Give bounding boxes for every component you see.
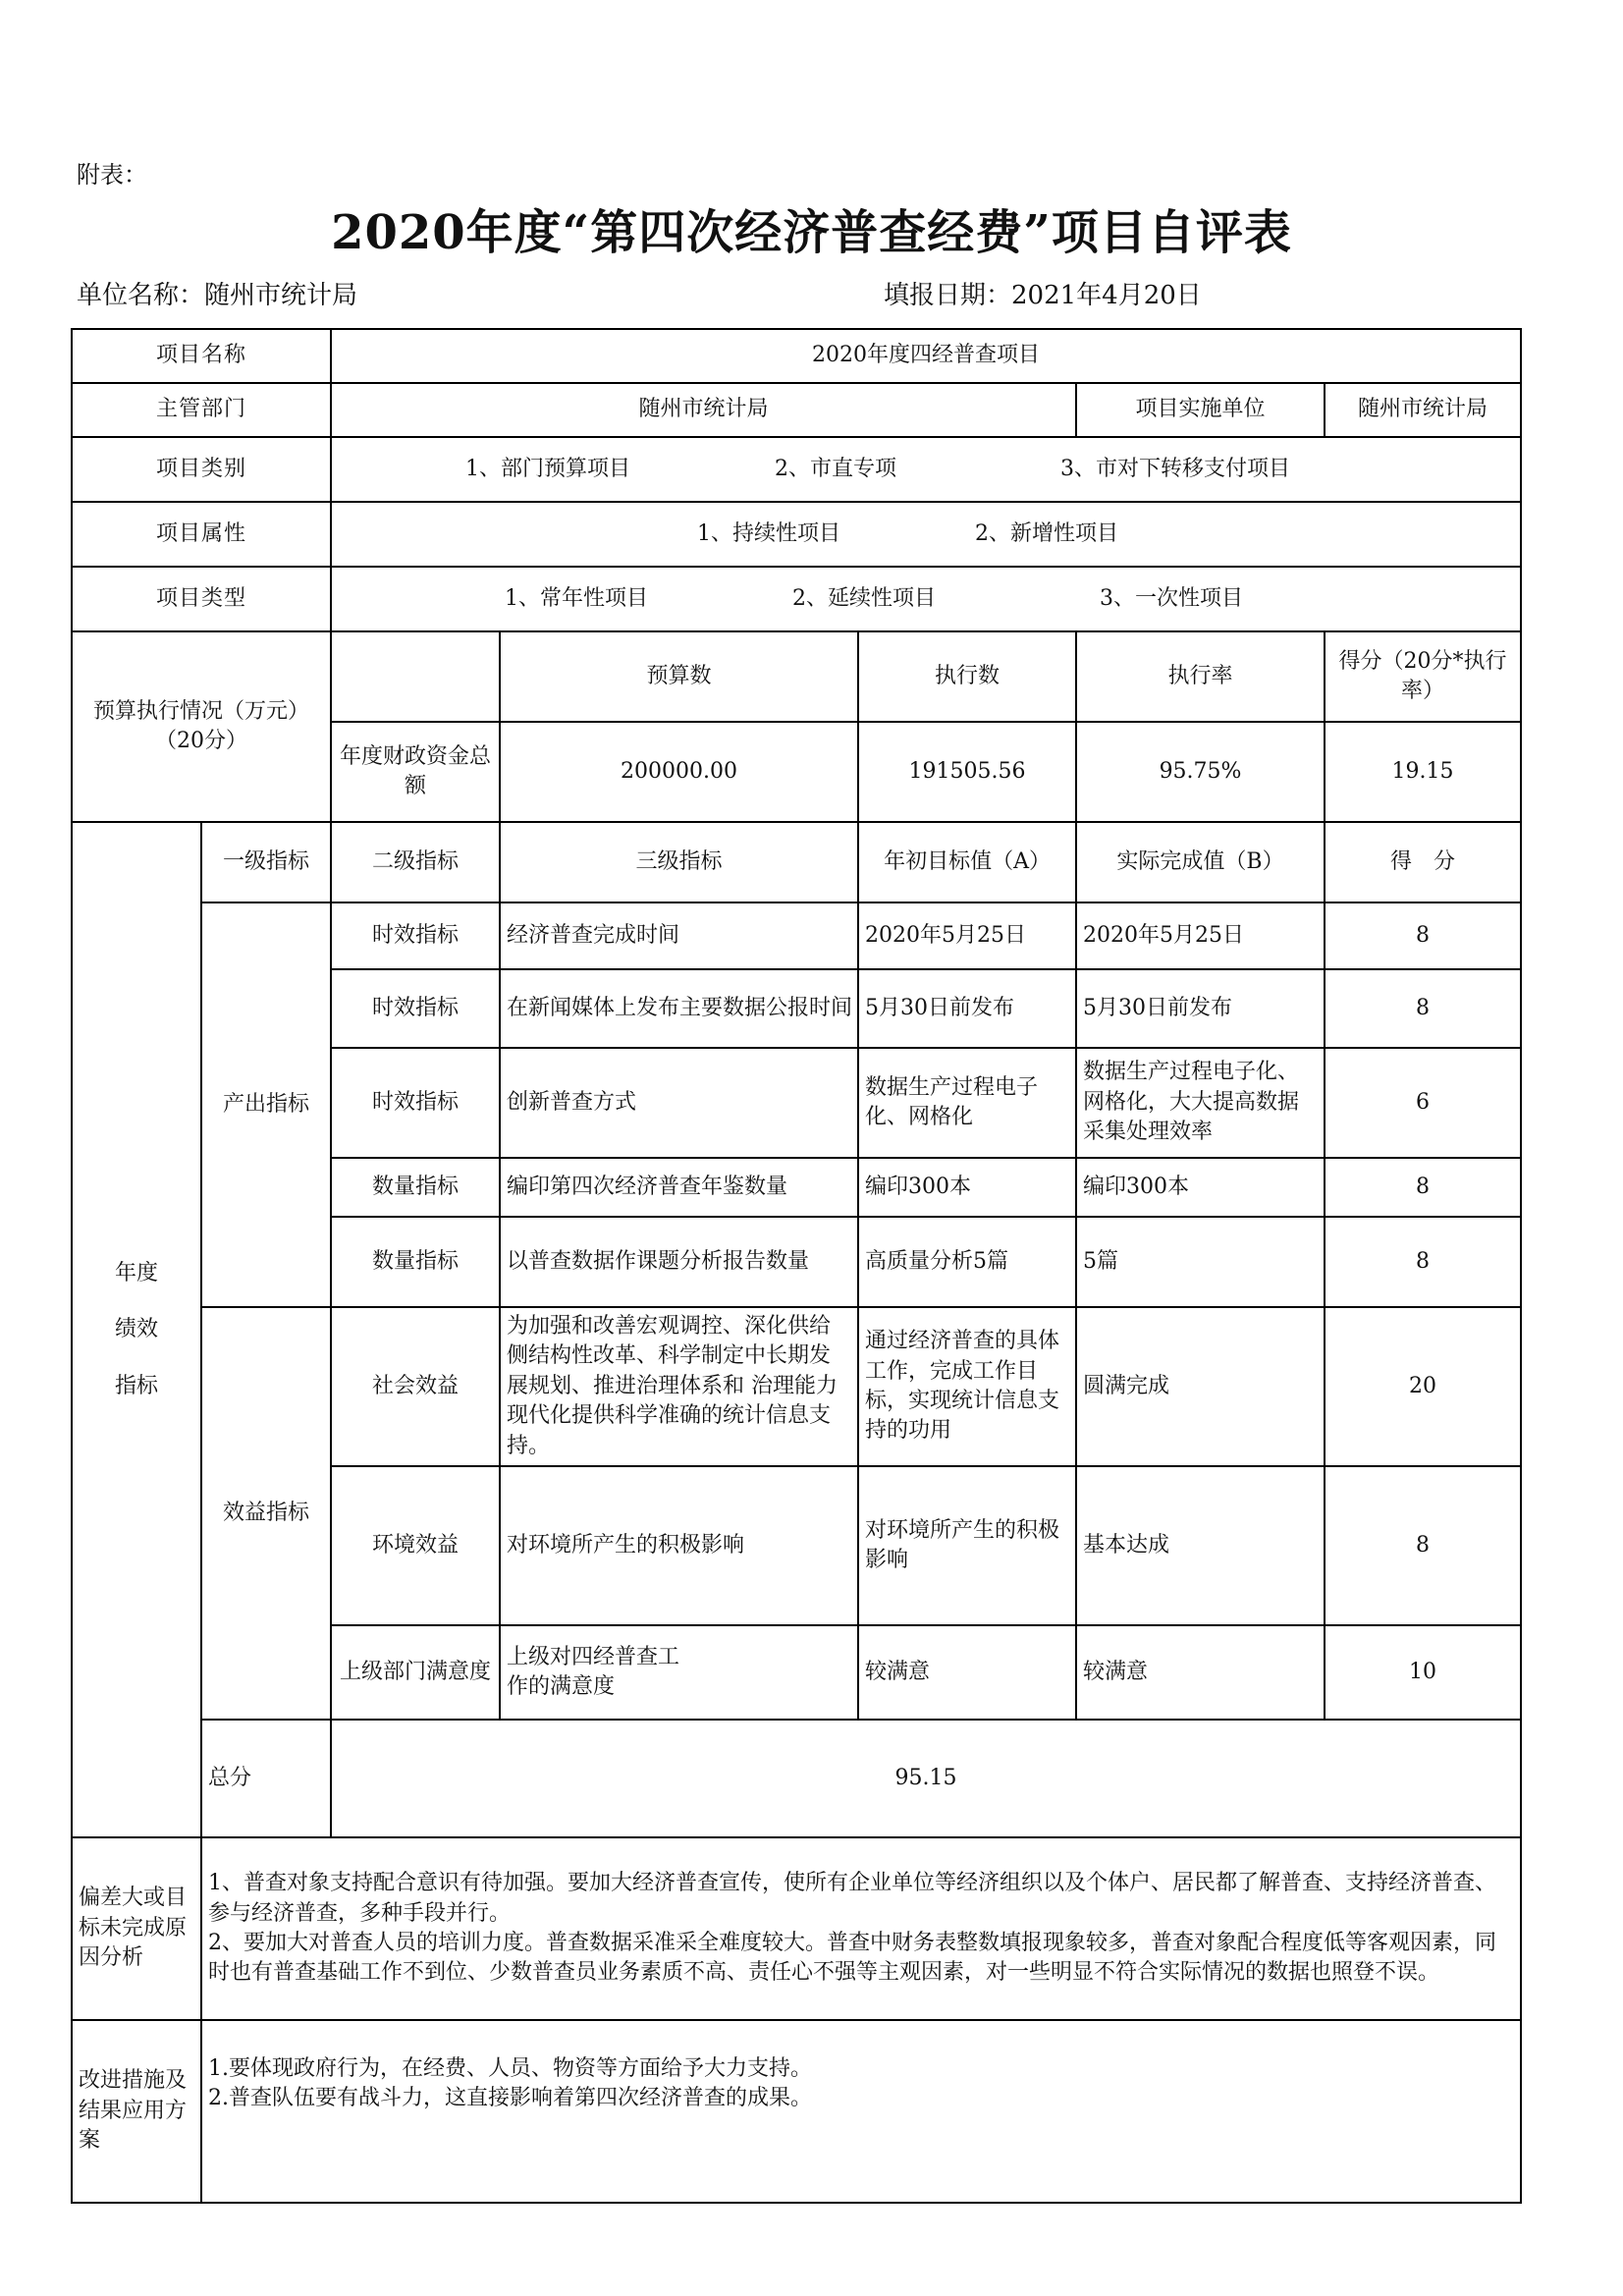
group-name: 产出指标	[201, 902, 331, 1307]
row-department	[72, 383, 1521, 437]
budget-value: 95.75%	[1076, 722, 1325, 822]
budget-header: 执行数	[858, 631, 1076, 722]
budget-header: 得分（20分*执行率）	[1325, 631, 1521, 722]
level3-cell: 经济普查完成时间	[500, 902, 858, 969]
budget-value: 19.15	[1325, 722, 1521, 822]
level3-cell: 创新普查方式	[500, 1048, 858, 1158]
level2-cell: 社会效益	[331, 1307, 500, 1466]
level2-cell: 环境效益	[331, 1466, 500, 1625]
budget-blank-cell	[331, 631, 500, 722]
improvement-label: 改进措施及结果应用方案	[72, 2020, 201, 2203]
category-options	[331, 437, 1521, 502]
type-options	[331, 567, 1521, 631]
table-row	[72, 1307, 1521, 1466]
level3-cell: 编印第四次经济普查年鉴数量	[500, 1158, 858, 1217]
fill-date: 填报日期：2021年4月20日	[884, 281, 1202, 310]
type-option: 2、延续性项目	[792, 585, 937, 611]
budget-header: 预算数	[500, 631, 858, 722]
category-option: 2、市直专项	[775, 456, 897, 481]
perf-header: 得 分	[1325, 822, 1521, 902]
target-cell: 编印300本	[858, 1158, 1076, 1217]
attachment-label: 附表：	[77, 161, 147, 189]
actual-cell: 基本达成	[1076, 1466, 1325, 1625]
table-row	[72, 902, 1521, 969]
impl-unit-label: 项目实施单位	[1076, 383, 1325, 437]
attribute-options	[331, 502, 1521, 567]
budget-header: 执行率	[1076, 631, 1325, 722]
type-option: 3、一次性项目	[1100, 585, 1244, 611]
type-label: 项目类型	[72, 567, 331, 631]
budget-value: 191505.56	[858, 722, 1076, 822]
score-cell: 10	[1325, 1625, 1521, 1720]
improvement-line: 2.普查队伍要有战斗力，这直接影响着第四次经济普查的成果。	[208, 2086, 812, 2111]
level3-cell: 对环境所产生的积极影响	[500, 1466, 858, 1625]
row-total	[72, 1720, 1521, 1837]
budget-row-label: 年度财政资金总额	[331, 722, 500, 822]
level3-cell: 在新闻媒体上发布主要数据公报时间	[500, 969, 858, 1048]
score-cell: 8	[1325, 969, 1521, 1048]
score-cell: 8	[1325, 902, 1521, 969]
attribute-label: 项目属性	[72, 502, 331, 567]
actual-cell: 5月30日前发布	[1076, 969, 1325, 1048]
actual-cell: 2020年5月25日	[1076, 902, 1325, 969]
attribute-option: 1、持续性项目	[697, 520, 841, 546]
level3-cell: 为加强和改善宏观调控、深化供给侧结构性改革、科学制定中长期发展规划、推进治理体系和 治理能力现代化提供科学准确的统计信息支持。	[500, 1307, 858, 1466]
category-label: 项目类别	[72, 437, 331, 502]
type-option: 1、常年性项目	[505, 585, 649, 611]
project-name-value: 2020年度四经普查项目	[331, 329, 1521, 383]
row-attribute	[72, 502, 1521, 567]
perf-header: 二级指标	[331, 822, 500, 902]
budget-value: 200000.00	[500, 722, 858, 822]
level2-cell: 数量指标	[331, 1158, 500, 1217]
level3-cell: 上级对四经普查工作的满意度	[500, 1625, 858, 1720]
row-deviation	[72, 1837, 1521, 2020]
improvement-content	[201, 2020, 1521, 2203]
level2-cell: 上级部门满意度	[331, 1625, 500, 1720]
row-improvement	[72, 2020, 1521, 2203]
target-cell: 高质量分析5篇	[858, 1217, 1076, 1307]
budget-label: 预算执行情况（万元）（20分）	[72, 631, 331, 822]
category-option: 1、部门预算项目	[465, 456, 631, 481]
improvement-line: 1.要体现政府行为，在经费、人员、物资等方面给予大力支持。	[208, 2056, 812, 2081]
evaluation-table	[71, 328, 1522, 2204]
level2-cell: 时效指标	[331, 969, 500, 1048]
score-cell: 8	[1325, 1158, 1521, 1217]
target-cell: 数据生产过程电子化、网格化	[858, 1048, 1076, 1158]
performance-label-line: 年度	[114, 1261, 158, 1286]
perf-header: 三级指标	[500, 822, 858, 902]
performance-label-line: 绩效	[114, 1317, 158, 1342]
row-type	[72, 567, 1521, 631]
deviation-line: 1、普查对象支持配合意识有待加强。要加大经济普查宣传，使所有企业单位等经济组织以及个体户、居民都了解普查、支持经济普查、参与经济普查，多种手段并行。	[208, 1871, 1497, 1926]
actual-cell: 5篇	[1076, 1217, 1325, 1307]
row-performance-header	[72, 822, 1521, 902]
perf-header: 实际完成值（B）	[1076, 822, 1325, 902]
score-cell: 6	[1325, 1048, 1521, 1158]
row-project-name	[72, 329, 1521, 383]
score-cell: 8	[1325, 1466, 1521, 1625]
deviation-line: 2、要加大对普查人员的培训力度。普查数据采准采全难度较大。普查中财务表整数填报现象较多，普查对象配合程度低等客观因素，同时也有普查基础工作不到位、少数普查员业务素质不高、责任心不强等主观因素，对一些明显不符合实际情况的数据也照登不误。	[208, 1931, 1497, 1986]
total-value: 95.15	[331, 1720, 1521, 1837]
unit-name: 单位名称：随州市统计局	[77, 281, 358, 310]
total-label: 总分	[201, 1720, 331, 1837]
project-name-label: 项目名称	[72, 329, 331, 383]
target-cell: 通过经济普查的具体工作，完成工作目标，实现统计信息支持的功用	[858, 1307, 1076, 1466]
attribute-option: 2、新增性项目	[975, 520, 1119, 546]
performance-label-line: 指标	[114, 1373, 158, 1398]
actual-cell: 较满意	[1076, 1625, 1325, 1720]
dept-label: 主管部门	[72, 383, 331, 437]
page-title: 2020年度“第四次经济普查经费”项目自评表	[331, 205, 1292, 260]
target-cell: 对环境所产生的积极影响	[858, 1466, 1076, 1625]
actual-cell: 圆满完成	[1076, 1307, 1325, 1466]
score-cell: 8	[1325, 1217, 1521, 1307]
deviation-content	[201, 1837, 1521, 2020]
level2-cell: 时效指标	[331, 902, 500, 969]
deviation-label: 偏差大或目标未完成原因分析	[72, 1837, 201, 2020]
perf-header: 年初目标值（A）	[858, 822, 1076, 902]
target-cell: 5月30日前发布	[858, 969, 1076, 1048]
actual-cell: 编印300本	[1076, 1158, 1325, 1217]
actual-cell: 数据生产过程电子化、网格化，大大提高数据采集处理效率	[1076, 1048, 1325, 1158]
level3-cell: 以普查数据作课题分析报告数量	[500, 1217, 858, 1307]
perf-header: 一级指标	[201, 822, 331, 902]
impl-unit-value: 随州市统计局	[1325, 383, 1521, 437]
row-budget-header	[72, 631, 1521, 722]
performance-label	[72, 822, 201, 1837]
level2-cell: 数量指标	[331, 1217, 500, 1307]
level2-cell: 时效指标	[331, 1048, 500, 1158]
dept-value: 随州市统计局	[331, 383, 1076, 437]
group-name: 效益指标	[201, 1307, 331, 1720]
target-cell: 2020年5月25日	[858, 902, 1076, 969]
row-category	[72, 437, 1521, 502]
target-cell: 较满意	[858, 1625, 1076, 1720]
score-cell: 20	[1325, 1307, 1521, 1466]
category-option: 3、市对下转移支付项目	[1060, 456, 1291, 481]
